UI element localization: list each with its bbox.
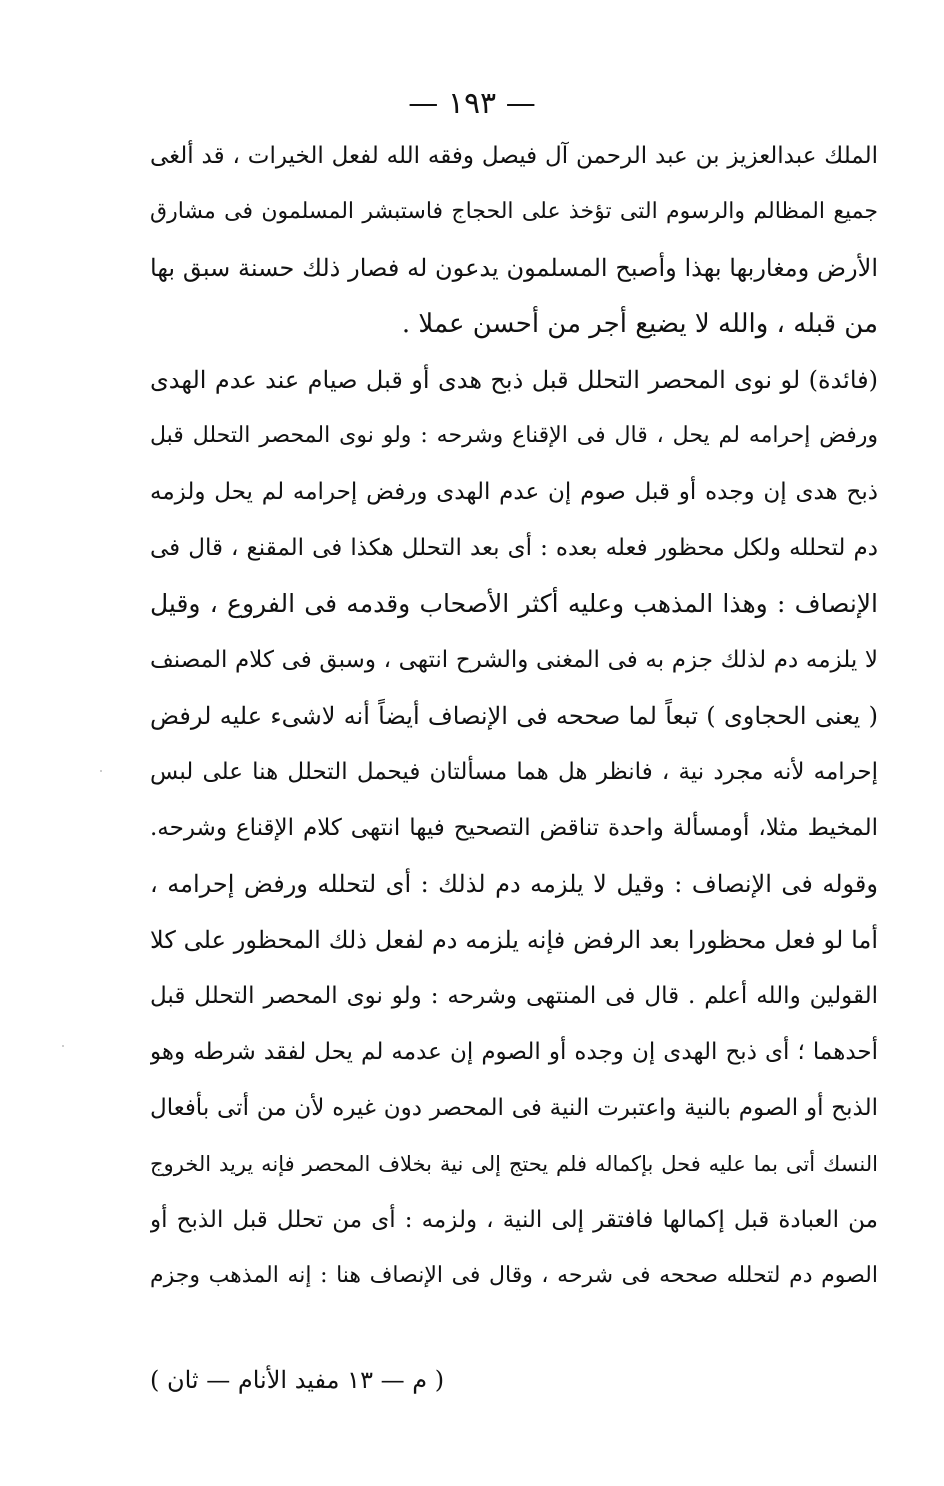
- text-line: ( يعنى الحجاوى ) تبعاً لما صححه فى الإنصاف أيضاً أنه لاشىء عليه لرفض: [150, 702, 878, 730]
- text-line: ذبح هدى إن وجده أو قبل صوم إن عدم الهدى ورفض إحرامه لم يحل ولزمه: [150, 479, 878, 505]
- text-line: الإنصاف : وهذا المذهب وعليه أكثر الأصحاب وقدمه فى الفروع ، وقيل: [150, 589, 878, 618]
- text-line: المخيط مثلا، أومسألة واحدة تناقض التصحيح فيها انتهى كلام الإقناع وشرحه.: [150, 815, 878, 841]
- scan-speck: [100, 770, 102, 772]
- text-line: لا يلزمه دم لذلك جزم به فى المغنى والشرح انتهى ، وسبق فى كلام المصنف: [150, 647, 878, 673]
- text-line: أما لو فعل محظورا بعد الرفض فإنه يلزمه دم لفعل ذلك المحظور على كلا: [150, 926, 878, 954]
- text-line: أحدهما ؛ أى ذبح الهدى إن وجده أو الصوم إن عدمه لم يحل لفقد شرطه وهو: [150, 1039, 878, 1065]
- text-line: وقوله فى الإنصاف : وقيل لا يلزمه دم لذلك : أى لتحلله ورفض إحرامه ،: [150, 870, 878, 898]
- scan-speck: [62, 1045, 64, 1047]
- text-line: النسك أتى بما عليه فحل بإكماله فلم يحتج إلى نية بخلاف المحصر فإنه يريد الخروج: [150, 1152, 878, 1176]
- text-line: الصوم دم لتحلله صححه فى شرحه ، وقال فى الإنصاف هنا : إنه المذهب وجزم: [150, 1263, 878, 1288]
- text-line: من العبادة قبل إكمالها فافتقر إلى النية ، ولزمه : أى من تحلل قبل الذبح أو: [150, 1207, 878, 1233]
- text-line: ورفض إحرامه لم يحل ، قال فى الإقناع وشرحه : ولو نوى المحصر التحلل قبل: [150, 423, 878, 448]
- page-number: — ١٩٣ —: [408, 86, 536, 121]
- body-text: [150, 128, 878, 1304]
- text-line: من قبله ، والله لا يضيع أجر من أحسن عملا .: [401, 309, 878, 339]
- text-line: (فائدة) لو نوى المحصر التحلل قبل ذبح هدى أو قبل صيام عند عدم الهدى: [150, 366, 878, 394]
- text-line: الملك عبدالعزيز بن عبد الرحمن آل فيصل وفقه الله لفعل الخيرات ، قد ألغى: [150, 143, 878, 169]
- text-line: الذبح أو الصوم بالنية واعتبرت النية فى المحصر دون غيره لأن من أتى بأفعال: [150, 1095, 878, 1121]
- text-line: دم لتحلله ولكل محظور فعله بعده : أى بعد التحلل هكذا فى المقنع ، قال فى: [150, 535, 878, 561]
- footer-signature: ( م — ١٣ مفيد الأنام — ثان ): [150, 1366, 445, 1394]
- text-line: الأرض ومغاربها بهذا وأصبح المسلمون يدعون له فصار ذلك حسنة سبق بها: [150, 254, 878, 282]
- text-line: جميع المظالم والرسوم التى تؤخذ على الحجاج فاستبشر المسلمون فى مشارق: [150, 199, 878, 224]
- text-line: القولين والله أعلم . قال فى المنتهى وشرحه : ولو نوى المحصر التحلل قبل: [150, 983, 878, 1009]
- text-line: إحرامه لأنه مجرد نية ، فانظر هل هما مسألتان فيحمل التحلل هنا على لبس: [150, 759, 878, 785]
